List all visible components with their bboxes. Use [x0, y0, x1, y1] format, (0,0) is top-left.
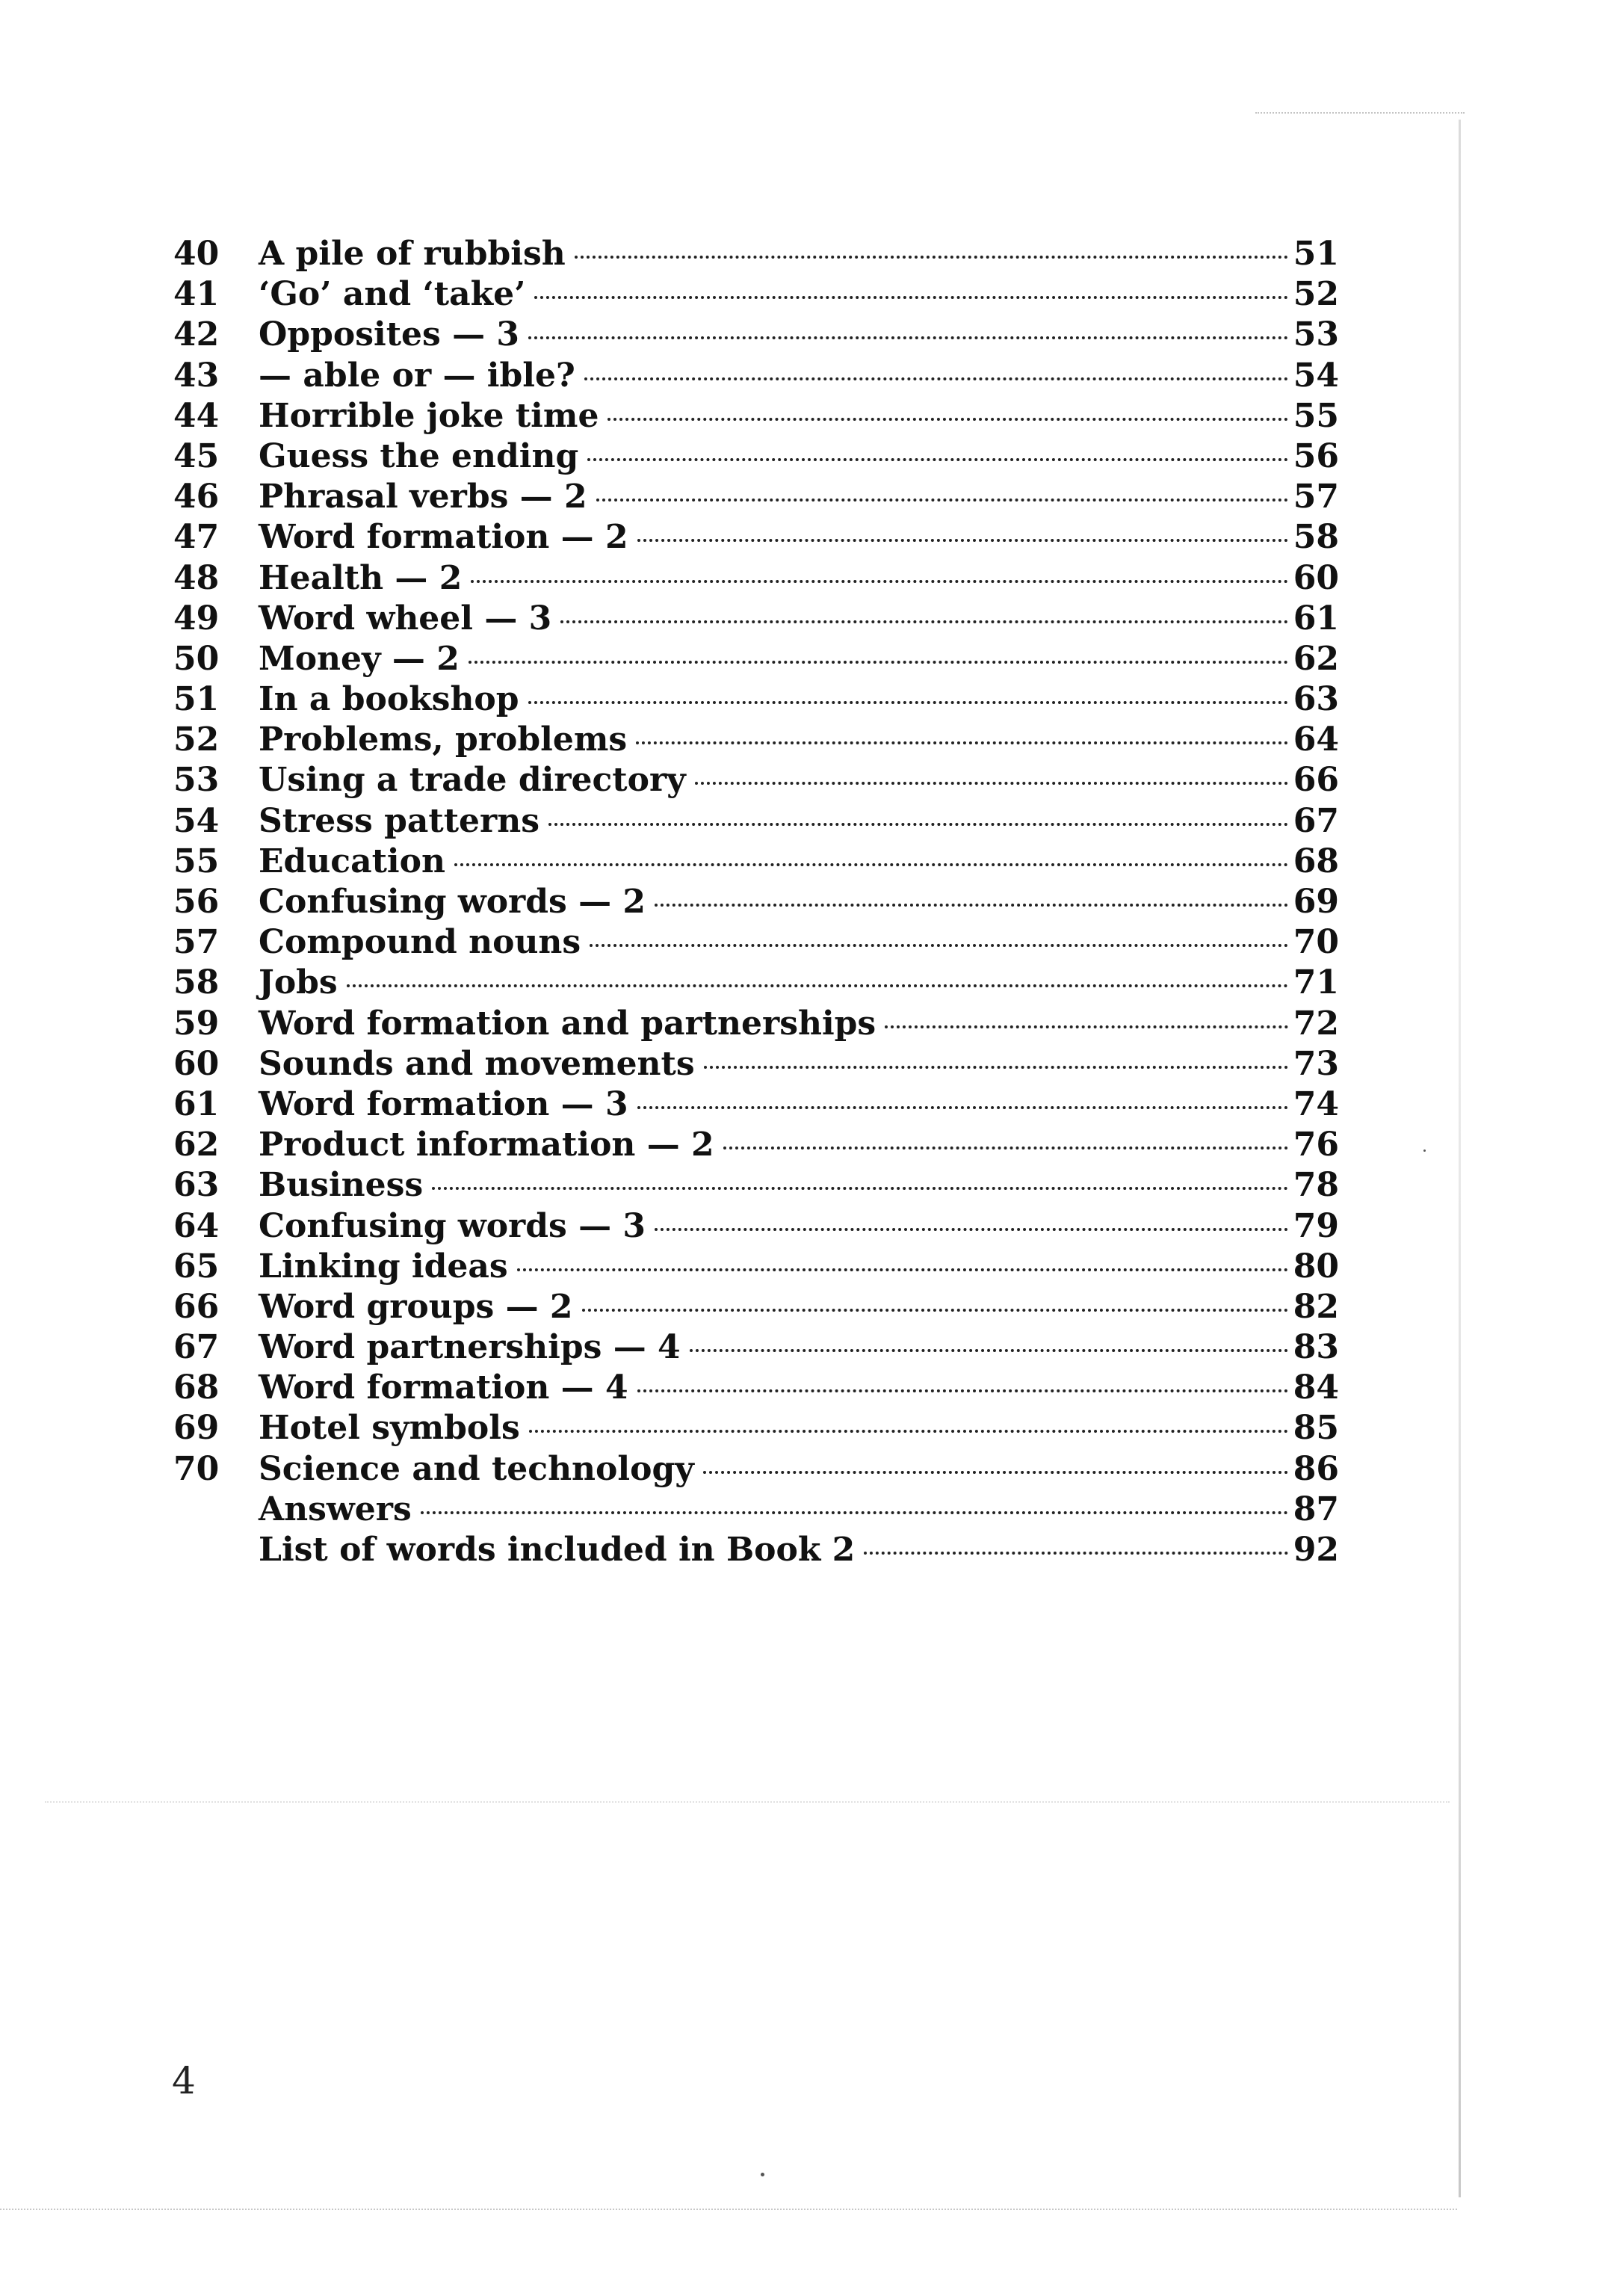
- dot-leader: [534, 296, 1288, 299]
- dot-leader: [637, 539, 1288, 542]
- dot-leader: [704, 1066, 1288, 1069]
- toc-entry: [173, 1125, 1339, 1165]
- toc-entry-page: 68: [1293, 842, 1339, 880]
- toc-entry-title: Education: [259, 842, 445, 880]
- dot-leader: [584, 377, 1288, 380]
- toc-entry-page: 60: [1293, 558, 1339, 597]
- toc-entry-title: Problems, problems: [259, 720, 628, 759]
- toc-entry-title: Hotel symbols: [259, 1409, 520, 1448]
- toc-entry-title: Science and technology: [259, 1449, 694, 1488]
- dot-leader: [421, 1511, 1288, 1514]
- toc-entry-page: 56: [1293, 436, 1339, 475]
- toc-entry: [173, 679, 1339, 720]
- toc-entry: [173, 639, 1339, 679]
- dot-leader: [590, 944, 1288, 947]
- dot-leader: [637, 1106, 1288, 1109]
- toc-entry-number: 58: [173, 963, 220, 1002]
- toc-entry: [173, 517, 1339, 558]
- dot-leader: [864, 1552, 1288, 1555]
- toc-entry-number: 50: [173, 639, 220, 678]
- table-of-contents: [173, 234, 1339, 1570]
- dot-leader: [607, 418, 1288, 421]
- toc-entry-number: 54: [173, 801, 220, 840]
- toc-entry: [173, 1004, 1339, 1044]
- toc-entry-page: 67: [1293, 801, 1339, 840]
- toc-entry-number: 51: [173, 680, 220, 719]
- dot-leader: [690, 1349, 1288, 1352]
- toc-entry-number: 61: [173, 1084, 220, 1123]
- toc-entry-title: Stress patterns: [259, 801, 539, 840]
- toc-entry: [173, 882, 1339, 922]
- toc-entry-page: 87: [1293, 1490, 1339, 1528]
- dot-leader: [575, 256, 1288, 259]
- scan-speck: [1423, 1149, 1426, 1152]
- toc-entry-title: Guess the ending: [259, 436, 579, 475]
- toc-entry-number: 40: [173, 235, 220, 273]
- dot-leader: [560, 620, 1288, 623]
- toc-entry: [173, 558, 1339, 599]
- scan-edge-right: [1459, 120, 1461, 2197]
- toc-entry-page: 73: [1293, 1044, 1339, 1083]
- toc-entry: [173, 234, 1339, 274]
- scan-edge-top: [1255, 112, 1465, 115]
- toc-entry: [173, 1084, 1339, 1125]
- scan-fold-line: [45, 1801, 1450, 1804]
- toc-entry: [173, 1490, 1339, 1530]
- page-number: 4: [172, 2059, 196, 2102]
- toc-entry-number: 52: [173, 720, 220, 759]
- toc-entry-title: Word formation — 2: [259, 518, 628, 557]
- toc-entry-title: ‘Go’ and ‘take’: [259, 275, 526, 314]
- toc-entry-title: List of words included in Book 2: [259, 1531, 856, 1569]
- toc-entry: [173, 1247, 1339, 1287]
- toc-entry: [173, 1408, 1339, 1448]
- toc-entry: [173, 801, 1339, 842]
- toc-entry-number: 62: [173, 1126, 220, 1164]
- toc-entry-page: 61: [1293, 599, 1339, 638]
- toc-entry-number: 55: [173, 842, 220, 880]
- scan-speck: [761, 2173, 764, 2176]
- toc-entry-number: 70: [173, 1449, 220, 1488]
- toc-entry-number: 44: [173, 396, 220, 435]
- toc-entry-page: 70: [1293, 923, 1339, 962]
- toc-entry-number: 57: [173, 923, 220, 962]
- toc-entry-number: 42: [173, 315, 220, 354]
- toc-entry: [173, 356, 1339, 396]
- toc-entry-page: 66: [1293, 761, 1339, 800]
- dot-leader: [723, 1147, 1288, 1149]
- toc-entry-page: 80: [1293, 1247, 1339, 1286]
- toc-entry: [173, 1287, 1339, 1327]
- toc-entry-title: Linking ideas: [259, 1247, 508, 1286]
- toc-entry-number: 69: [173, 1409, 220, 1448]
- toc-entry-title: Confusing words — 3: [259, 1206, 646, 1245]
- toc-entry-title: Money — 2: [259, 639, 460, 678]
- toc-entry-page: 57: [1293, 478, 1339, 516]
- toc-entry-number: 46: [173, 478, 220, 516]
- dot-leader: [885, 1025, 1288, 1028]
- toc-entry-number: 49: [173, 599, 220, 638]
- dot-leader: [432, 1187, 1288, 1190]
- toc-entry-page: 62: [1293, 639, 1339, 678]
- toc-entry-number: 66: [173, 1287, 220, 1326]
- toc-entry: [173, 1327, 1339, 1368]
- toc-entry: [173, 1449, 1339, 1490]
- toc-entry-page: 82: [1293, 1287, 1339, 1326]
- toc-entry-title: — able or — ible?: [259, 356, 575, 395]
- toc-entry-number: 63: [173, 1166, 220, 1205]
- toc-entry-title: Word formation — 4: [259, 1368, 628, 1407]
- toc-entry: [173, 760, 1339, 800]
- toc-entry-title: Confusing words — 2: [259, 883, 646, 921]
- toc-entry-page: 86: [1293, 1449, 1339, 1488]
- toc-entry: [173, 922, 1339, 963]
- toc-entry-title: Health — 2: [259, 558, 463, 597]
- toc-entry-title: Jobs: [259, 963, 338, 1002]
- dot-leader: [636, 741, 1288, 744]
- toc-entry-number: 43: [173, 356, 220, 395]
- toc-entry-page: 84: [1293, 1368, 1339, 1407]
- dot-leader: [655, 904, 1288, 907]
- dot-leader: [655, 1228, 1288, 1231]
- toc-entry: [173, 1368, 1339, 1408]
- dot-leader: [469, 661, 1288, 664]
- toc-entry-title: Sounds and movements: [259, 1044, 695, 1083]
- toc-entry: [173, 315, 1339, 355]
- dot-leader: [596, 499, 1288, 502]
- toc-entry: [173, 477, 1339, 517]
- toc-entry-title: Word formation — 3: [259, 1084, 628, 1123]
- toc-entry-title: Horrible joke time: [259, 396, 599, 435]
- toc-entry-page: 92: [1293, 1531, 1339, 1569]
- toc-entry-number: 65: [173, 1247, 220, 1286]
- toc-entry-title: In a bookshop: [259, 680, 519, 719]
- toc-entry-title: Business: [259, 1166, 424, 1205]
- dot-leader: [582, 1309, 1288, 1312]
- toc-entry: [173, 963, 1339, 1003]
- toc-entry-number: 67: [173, 1328, 220, 1367]
- dot-leader: [695, 782, 1288, 785]
- toc-entry-page: 76: [1293, 1126, 1339, 1164]
- toc-entry-page: 71: [1293, 963, 1339, 1002]
- dot-leader: [587, 458, 1288, 461]
- toc-entry-page: 58: [1293, 518, 1339, 557]
- toc-entry: [173, 274, 1339, 315]
- dot-leader: [548, 823, 1288, 826]
- toc-entry: [173, 1530, 1339, 1570]
- toc-entry-page: 72: [1293, 1004, 1339, 1043]
- dot-leader: [637, 1389, 1288, 1392]
- dot-leader: [703, 1471, 1288, 1474]
- dot-leader: [529, 1430, 1288, 1433]
- dot-leader: [528, 701, 1288, 704]
- toc-entry-page: 64: [1293, 720, 1339, 759]
- toc-entry-number: 56: [173, 883, 220, 921]
- toc-entry-title: Answers: [259, 1490, 412, 1528]
- toc-entry: [173, 396, 1339, 436]
- toc-entry-title: Phrasal verbs — 2: [259, 478, 587, 516]
- toc-entry-number: 64: [173, 1206, 220, 1245]
- toc-entry-page: 51: [1293, 235, 1339, 273]
- toc-entry-page: 63: [1293, 680, 1339, 719]
- dot-leader: [347, 984, 1288, 987]
- toc-entry-number: 41: [173, 275, 220, 314]
- toc-entry-title: Compound nouns: [259, 923, 581, 962]
- toc-entry-title: Word wheel — 3: [259, 599, 552, 638]
- dot-leader: [454, 863, 1288, 866]
- dot-leader: [528, 336, 1288, 339]
- toc-entry-page: 78: [1293, 1166, 1339, 1205]
- toc-entry-page: 53: [1293, 315, 1339, 354]
- toc-entry-page: 54: [1293, 356, 1339, 395]
- toc-entry: [173, 599, 1339, 639]
- toc-entry-title: Opposites — 3: [259, 315, 520, 354]
- toc-entry-page: 55: [1293, 396, 1339, 435]
- toc-entry-number: 53: [173, 761, 220, 800]
- toc-entry: [173, 1044, 1339, 1084]
- toc-entry: [173, 720, 1339, 760]
- toc-entry-page: 52: [1293, 275, 1339, 314]
- scan-edge-bottom: [0, 2209, 1457, 2212]
- toc-entry-page: 83: [1293, 1328, 1339, 1367]
- toc-entry-title: Product information — 2: [259, 1126, 714, 1164]
- toc-entry-page: 74: [1293, 1084, 1339, 1123]
- toc-entry: [173, 436, 1339, 477]
- toc-entry-title: Word groups — 2: [259, 1287, 573, 1326]
- toc-entry-number: 45: [173, 436, 220, 475]
- toc-entry-page: 69: [1293, 883, 1339, 921]
- toc-entry-page: 85: [1293, 1409, 1339, 1448]
- toc-entry-number: 48: [173, 558, 220, 597]
- toc-entry-number: 59: [173, 1004, 220, 1043]
- toc-entry: [173, 1206, 1339, 1247]
- dot-leader: [517, 1268, 1288, 1271]
- toc-entry-title: Word formation and partnerships: [259, 1004, 876, 1043]
- toc-entry-title: Using a trade directory: [259, 761, 686, 800]
- toc-entry-page: 79: [1293, 1206, 1339, 1245]
- toc-entry-number: 47: [173, 518, 220, 557]
- toc-entry-number: 60: [173, 1044, 220, 1083]
- toc-entry-number: 68: [173, 1368, 220, 1407]
- toc-entry-title: A pile of rubbish: [259, 235, 566, 273]
- toc-entry: [173, 842, 1339, 882]
- dot-leader: [471, 580, 1288, 583]
- toc-entry-title: Word partnerships — 4: [259, 1328, 681, 1367]
- toc-entry: [173, 1165, 1339, 1206]
